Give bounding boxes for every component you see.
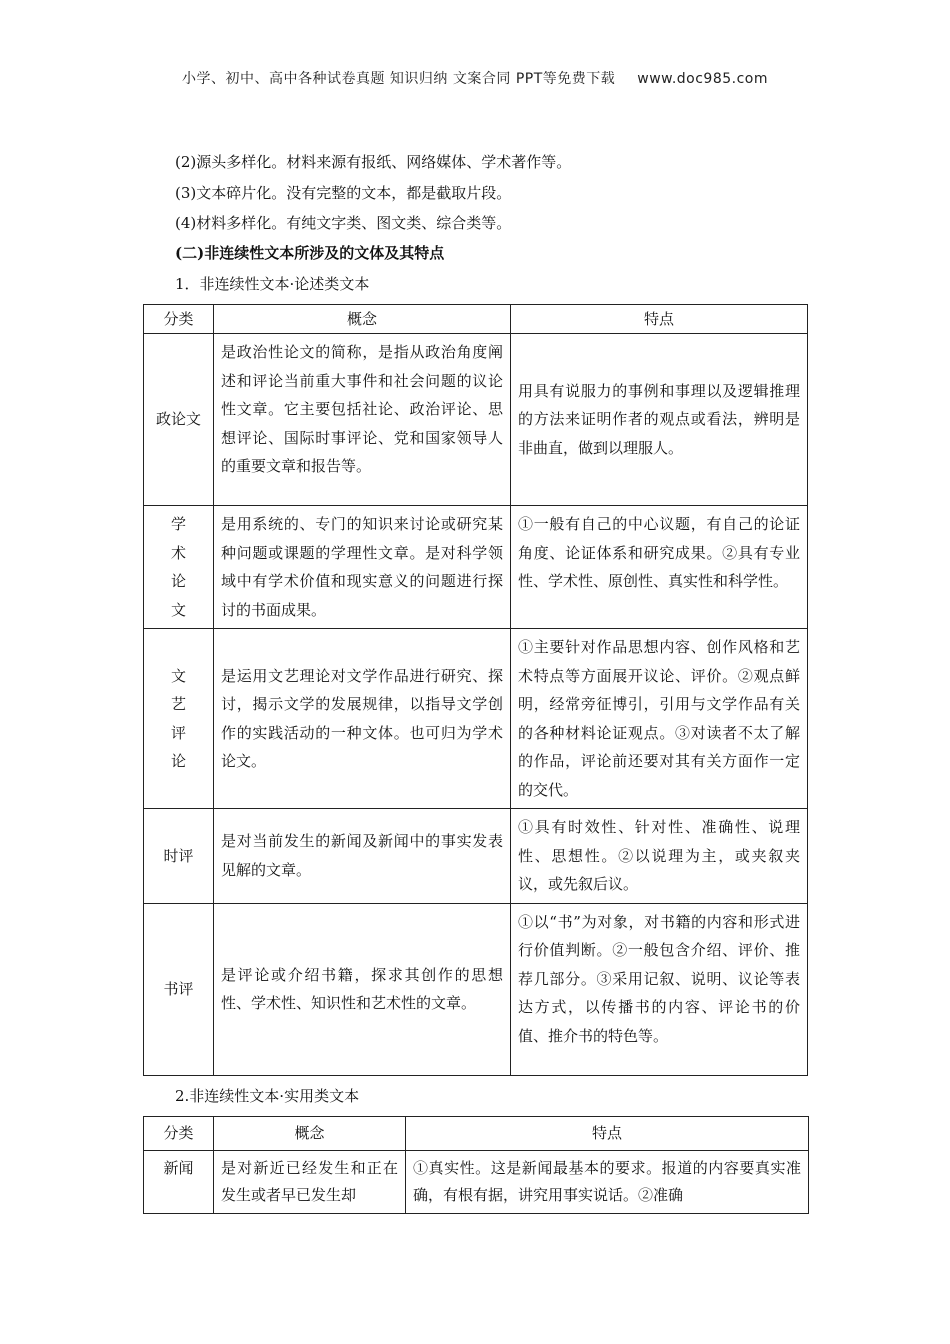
table-row [144, 334, 808, 506]
header-url[interactable]: www.doc985.com [637, 71, 769, 87]
row-concept: 是对新近已经发生和正在发生或者早已发生却 [214, 1151, 406, 1214]
row-feature: 用具有说服力的事例和事理以及逻辑推理的方法来证明作者的观点或看法，辨明是非曲直，做到以理服人。 [511, 334, 808, 506]
header-text: 小学、初中、高中各种试卷真题 知识归纳 文案合同 PPT等免费下载 [181, 71, 616, 87]
paragraph-3: (3)文本碎片化。没有完整的文本，都是截取片段。 [175, 184, 512, 202]
header-feature: 特点 [511, 305, 808, 334]
table-row [144, 903, 808, 1075]
header-feature: 特点 [406, 1117, 809, 1151]
row-category: 新闻 [144, 1151, 214, 1214]
row-category: 政论文 [144, 334, 214, 506]
row-feature: ①一般有自己的中心议题，有自己的论证角度、论证体系和研究成果。②具有专业性、学术性、原创性、真实性和科学性。 [511, 506, 808, 629]
row-feature: ①真实性。这是新闻最基本的要求。报道的内容要真实准确，有根有据，讲究用事实说话。②准确 [406, 1151, 809, 1214]
header-category: 分类 [144, 1117, 214, 1151]
header-concept: 概念 [214, 305, 511, 334]
row-feature: ①以“书”为对象，对书籍的内容和形式进行价值判断。②一般包含介绍、评价、推荐几部分。③采用记叙、说明、议论等表达方式，以传播书的内容、评论书的价值、推介书的特色等。 [511, 903, 808, 1075]
row-category: 时评 [144, 809, 214, 904]
practical-text-table [143, 1116, 809, 1214]
row-concept: 是评论或介绍书籍，探求其创作的思想性、学术性、知识性和艺术性的文章。 [214, 903, 511, 1075]
row-feature: ①具有时效性、针对性、准确性、说理性、思想性。②以说理为主，或夹叙夹议，或先叙后议。 [511, 809, 808, 904]
table1-caption: 1．非连续性文本·论述类文本 [175, 275, 370, 293]
row-concept: 是用系统的、专门的知识来讨论或研究某种问题或课题的学理性文章。是对科学领域中有学术价值和现实意义的问题进行探讨的书面成果。 [214, 506, 511, 629]
row-concept: 是政治性论文的简称，是指从政治角度阐述和评论当前重大事件和社会问题的议论性文章。它主要包括社论、政治评论、思想评论、国际时事评论、党和国家领导人的重要文章和报告等。 [214, 334, 511, 506]
table-row [144, 1151, 809, 1214]
page-header [0, 68, 950, 88]
table2-caption: 2.非连续性文本·实用类文本 [175, 1087, 360, 1105]
row-category: 书评 [144, 903, 214, 1075]
header-concept: 概念 [214, 1117, 406, 1151]
table-header-row [144, 1117, 809, 1151]
row-concept: 是对当前发生的新闻及新闻中的事实发表见解的文章。 [214, 809, 511, 904]
table-row [144, 809, 808, 904]
header-category: 分类 [144, 305, 214, 334]
table-row [144, 506, 808, 629]
table-row [144, 629, 808, 809]
row-category: 文艺评论 [144, 629, 214, 809]
section-heading: (二)非连续性文本所涉及的文体及其特点 [175, 244, 445, 262]
row-concept: 是运用文艺理论对文学作品进行研究、探讨，揭示文学的发展规律，以指导文学创作的实践活动的一种文体。也可归为学术论文。 [214, 629, 511, 809]
table-header-row [144, 305, 808, 334]
argumentative-text-table [143, 304, 808, 1076]
paragraph-4: (4)材料多样化。有纯文字类、图文类、综合类等。 [175, 214, 512, 232]
row-feature: ①主要针对作品思想内容、创作风格和艺术特点等方面展开议论、评价。②观点鲜明，经常旁征博引，引用与文学作品有关的各种材料论证观点。③对读者不太了解的作品，评论前还要对其有关方面作一定的交代。 [511, 629, 808, 809]
row-category: 学术论文 [144, 506, 214, 629]
paragraph-2: (2)源头多样化。材料来源有报纸、网络媒体、学术著作等。 [175, 153, 572, 171]
